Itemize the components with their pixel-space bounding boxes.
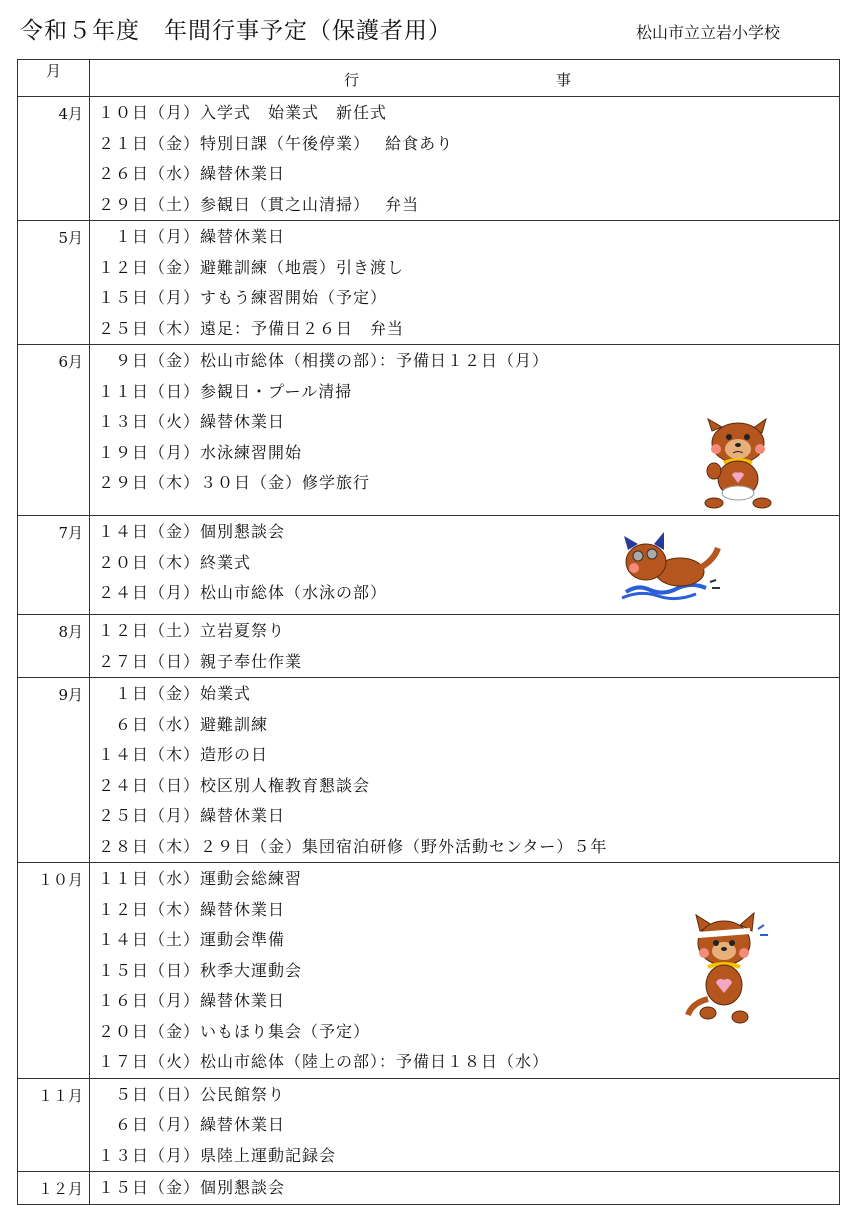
table-header-row: [18, 60, 840, 97]
event-item: １５日（月）すもう練習開始（予定）: [98, 288, 388, 307]
event-item: １２日（木）繰替休業日: [98, 899, 286, 919]
event-item: １日（月）繰替休業日: [98, 227, 286, 246]
month-label: 7月: [18, 516, 90, 615]
school-name: 松山市立立岩小学校: [636, 23, 781, 42]
event-item: １９日（月）水泳練習開始: [98, 442, 303, 462]
event-item: ２８日（木）２９日（金）集団宿泊研修（野外活動センター）５年: [98, 836, 608, 856]
event-item: １６日（月）繰替休業日: [98, 991, 286, 1010]
event-item: １５日（金）個別懇談会: [98, 1178, 286, 1197]
month-label: 6月: [18, 345, 90, 516]
events-list: [90, 678, 840, 863]
events-list: [90, 863, 840, 1079]
event-item: １５日（日）秋季大運動会: [98, 960, 303, 980]
month-row-september: [18, 678, 840, 863]
event-item: １４日（木）造形の日: [98, 745, 269, 764]
month-row-july: [18, 516, 840, 615]
month-label: 9月: [18, 678, 90, 863]
month-label: 4月: [18, 97, 90, 221]
running-cat-icon: [678, 913, 774, 1025]
event-item: １１日（日）参観日・プール清掃: [98, 381, 353, 401]
column-header-events-char-2: 事: [556, 71, 572, 89]
column-header-events: [90, 60, 840, 97]
month-label: １０月: [18, 863, 90, 1079]
event-item: ２４日（月）松山市総体（水泳の部）: [98, 583, 388, 602]
events-list: [90, 221, 840, 345]
events-list: [90, 1172, 840, 1205]
event-item: １４日（土）運動会準備: [98, 930, 286, 949]
event-item: １３日（月）県陸上運動記録会: [98, 1145, 337, 1165]
event-item: ９日（金）松山市総体（相撲の部）：予備日１２日（月）: [98, 351, 550, 370]
event-item: ２９日（土）参観日（貫之山清掃） 弁当: [98, 194, 420, 214]
month-row-may: [18, 221, 840, 345]
event-item: １３日（火）繰替休業日: [98, 412, 286, 431]
month-row-june: [18, 345, 840, 516]
events-list: [90, 345, 840, 516]
month-label: １２月: [18, 1172, 90, 1205]
month-row-october: [18, 863, 840, 1079]
event-item: １４日（金）個別懇談会: [98, 522, 286, 541]
month-row-november: [18, 1078, 840, 1172]
event-item: ２４日（日）校区別人権教育懇談会: [98, 775, 371, 795]
month-row-august: [18, 615, 840, 678]
events-list: [90, 516, 840, 615]
event-item: ２０日（金）いもほり集会（予定）: [98, 1021, 371, 1041]
event-item: ６日（水）避難訓練: [98, 714, 269, 734]
event-item: １７日（火）松山市総体（陸上の部）：予備日１８日（水）: [98, 1052, 550, 1071]
month-row-april: [18, 97, 840, 221]
event-item: １０日（月）入学式 始業式 新任式: [98, 103, 388, 122]
event-item: ２５日（木）遠足：予備日２６日 弁当: [98, 318, 405, 338]
month-row-december: [18, 1172, 840, 1205]
events-list: [90, 615, 840, 678]
event-item: ２６日（水）繰替休業日: [98, 164, 286, 183]
events-list: [90, 1078, 840, 1172]
event-item: ２０日（木）終業式: [98, 552, 252, 572]
event-item: １日（金）始業式: [98, 684, 252, 703]
event-item: １２日（土）立岩夏祭り: [98, 621, 286, 640]
cat-mascot-icon: [702, 417, 774, 509]
swimming-cat-icon: [618, 532, 722, 602]
event-item: ２１日（金）特別日課（午後停業） 給食あり: [98, 133, 454, 153]
events-list: [90, 97, 840, 221]
event-item: ２９日（木）３０日（金）修学旅行: [98, 473, 371, 492]
column-header-month: 月: [18, 60, 90, 97]
event-item: １１日（水）運動会総練習: [98, 869, 303, 888]
event-item: ６日（月）繰替休業日: [98, 1115, 286, 1134]
schedule-table: [17, 59, 840, 1205]
event-item: １２日（金）避難訓練（地震）引き渡し: [98, 257, 405, 277]
event-item: ２７日（日）親子奉仕作業: [98, 651, 303, 671]
event-item: ５日（日）公民館祭り: [98, 1084, 286, 1104]
page-title: 令和５年度 年間行事予定（保護者用）: [20, 18, 452, 44]
month-label: １１月: [18, 1078, 90, 1172]
event-item: ２５日（月）繰替休業日: [98, 806, 286, 825]
column-header-events-char-1: 行: [344, 71, 360, 89]
month-label: 5月: [18, 221, 90, 345]
month-label: 8月: [18, 615, 90, 678]
